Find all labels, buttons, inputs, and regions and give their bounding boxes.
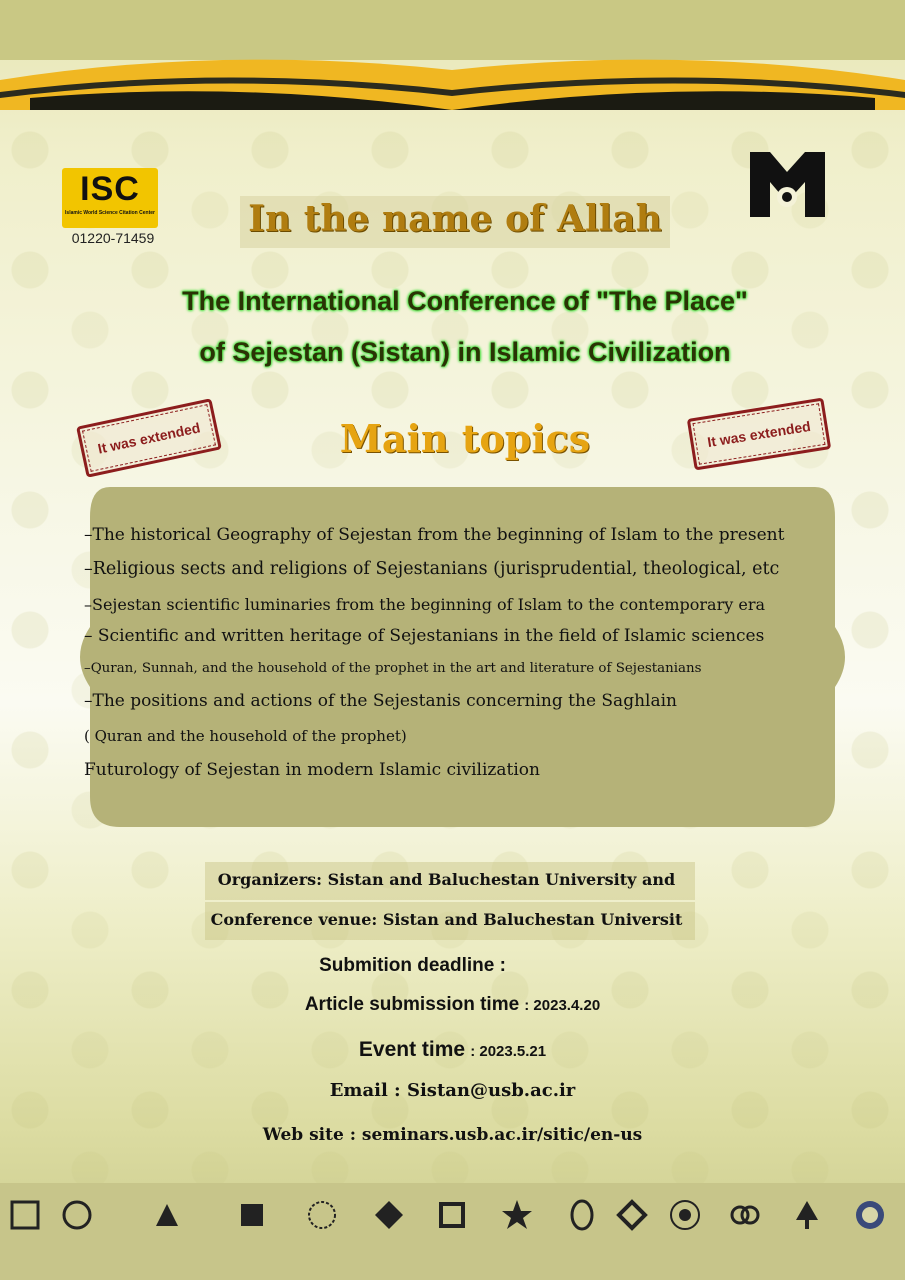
topic-item: –Quran, Sunnah, and the household of the prophet in the art and literature of Sejestanians [84, 661, 702, 676]
main-topics-heading: Main topics [339, 416, 591, 461]
star-emblem-logo [500, 1198, 534, 1258]
topic-item: – Scientific and written heritage of Sejestanians in the field of Islamic sciences [84, 626, 765, 646]
topic-item: –The historical Geography of Sejestan from the beginning of Islam to the present [84, 525, 785, 545]
extended-stamp-right: It was extended [687, 398, 831, 471]
seminary-logo [8, 1198, 42, 1258]
article-submission-label: Article submission time [304, 994, 520, 1015]
isc-logo-text: ISC [80, 170, 140, 208]
article-submission-date: : 2023.4.20 [524, 997, 601, 1014]
email-text[interactable]: Email : Sistan@usb.ac.ir [329, 1080, 576, 1101]
event-time-line [0, 1038, 905, 1062]
diamond-logo [615, 1198, 649, 1258]
event-time-date: : 2023.5.21 [470, 1043, 547, 1060]
event-time-label: Event time [358, 1038, 466, 1061]
isc-logo-subtitle: Islamic World Science Citation Center [65, 210, 155, 216]
organizers-text: Organizers: Sistan and Baluchestan University and [217, 870, 676, 889]
alzahra-logo [150, 1198, 184, 1258]
topic-item: ( Quran and the household of the prophet) [84, 727, 407, 745]
flower-logo [668, 1198, 702, 1258]
article-submission-line [0, 994, 905, 1016]
conference-title-line1: The International Conference of "The Place" [182, 286, 748, 316]
university-logo [60, 1198, 94, 1258]
yazd-logo [565, 1198, 599, 1258]
arak-logo [372, 1198, 406, 1258]
circle-emblem-logo [853, 1198, 887, 1258]
bismillah-heading: In the name of Allah [248, 198, 662, 240]
univ-emblem-logo [305, 1198, 339, 1258]
conference-title-line2: of Sejestan (Sistan) in Islamic Civilization [199, 337, 731, 367]
tree-logo [790, 1198, 824, 1258]
isc-code: 01220-71459 [71, 230, 155, 246]
topic-item: Futurology of Sejestan in modern Islamic civilization [84, 760, 540, 780]
topic-item: –The positions and actions of the Sejestanis concerning the Saghlain [84, 691, 677, 711]
venue-text: Conference venue: Sistan and Baluchestan Universit [210, 910, 683, 929]
knot-logo [728, 1198, 762, 1258]
open-book-decoration [0, 40, 905, 110]
topic-item: –Religious sects and religions of Sejestanians (jurisprudential, theological, etc [84, 559, 780, 579]
shahid-university-logo [235, 1198, 269, 1258]
extended-stamp-left: It was extended [76, 398, 222, 478]
website-link[interactable]: Web site : seminars.usb.ac.ir/sitic/en-us [262, 1125, 643, 1145]
topic-item: –Sejestan scientific luminaries from the beginning of Islam to the contemporary era [84, 595, 766, 614]
university-logo-2 [435, 1198, 469, 1258]
submission-deadline-label: Submition deadline : [319, 955, 506, 976]
usb-university-logo [745, 142, 830, 232]
